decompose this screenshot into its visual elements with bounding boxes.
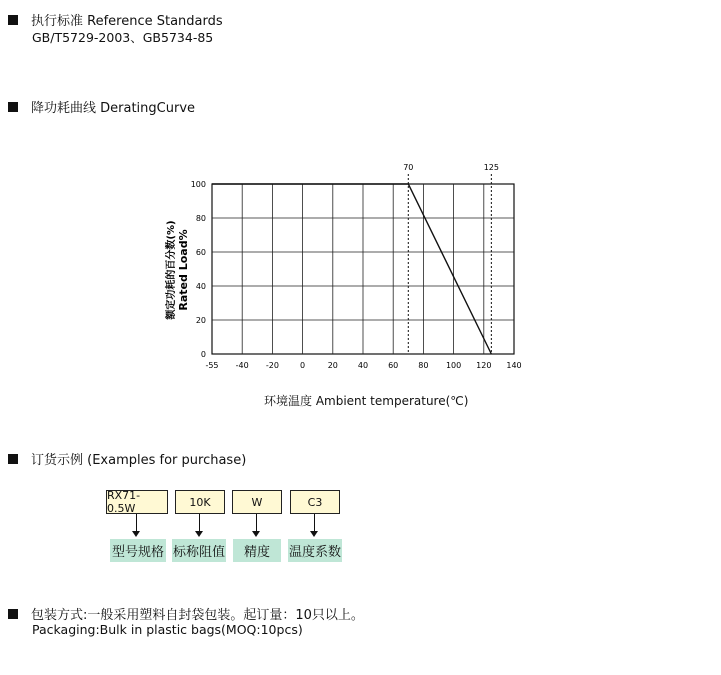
y-tick-label: 60 (195, 248, 206, 257)
standards-heading-text: 执行标准 Reference Standards (31, 14, 223, 29)
x-tick-label: -55 (205, 361, 219, 370)
y-axis-label-en: Rated Load% (177, 229, 190, 311)
x-tick-label: 20 (327, 361, 338, 370)
y-tick-label: 100 (190, 180, 206, 189)
x-tick-label: 120 (476, 361, 492, 370)
field-tag-resistance: 标称阻值 (172, 539, 226, 562)
x-tick-label: 140 (506, 361, 522, 370)
x-tick-label: 100 (445, 361, 462, 370)
field-tag-tolerance: 精度 (233, 539, 281, 562)
ordering-heading (8, 449, 246, 468)
x-tick-label: 60 (388, 361, 399, 370)
chart-ticks (191, 180, 522, 370)
x-tick-label: 0 (300, 361, 306, 370)
arrow-down-icon (252, 531, 260, 537)
y-tick-label: 20 (195, 316, 206, 325)
code-box-model: RX71-0.5W (106, 490, 168, 514)
arrow-down-icon (132, 531, 140, 537)
arrow-down-icon (310, 531, 318, 537)
square-bullet-icon (8, 609, 18, 619)
y-tick-label: 80 (195, 214, 206, 223)
reference-line-label: 125 (483, 163, 499, 172)
arrow-down-icon (195, 531, 203, 537)
derating-heading (8, 97, 195, 116)
packaging-line-cn: 包装方式:一般采用塑料自封袋包装。起订量：10只以上。 (31, 608, 364, 623)
y-tick-label: 40 (195, 282, 206, 291)
y-tick-label: 0 (200, 350, 206, 359)
x-tick-label: 40 (357, 361, 369, 370)
code-box-resistance: 10K (175, 490, 225, 514)
reference-line-label: 70 (403, 163, 414, 172)
x-tick-label: -40 (235, 361, 249, 370)
chart-series (212, 184, 491, 354)
packaging-heading (8, 604, 364, 623)
derating-heading-text: 降功耗曲线 DeratingCurve (31, 101, 196, 116)
standards-detail: GB/T5729-2003、GB5734-85 (32, 30, 214, 45)
x-tick-label: -20 (265, 361, 279, 370)
square-bullet-icon (8, 15, 18, 25)
derating-curve-line (212, 184, 491, 354)
field-tag-model: 型号规格 (110, 539, 166, 562)
code-box-tempco: C3 (290, 490, 340, 514)
chart-grid (212, 184, 514, 354)
ordering-heading-text: 订货示例 (Examples for purchase) (31, 453, 247, 468)
square-bullet-icon (8, 454, 18, 464)
y-axis-label-cn: 额定功耗的百分数(%) (166, 220, 177, 320)
packaging-line-en: Packaging:Bulk in plastic bags(MOQ:10pcs) (32, 622, 303, 637)
x-tick-label: 80 (418, 361, 429, 370)
code-box-tolerance: W (232, 490, 282, 514)
field-tag-tempco: 温度系数 (288, 539, 342, 562)
square-bullet-icon (8, 102, 18, 112)
standards-heading (8, 10, 223, 29)
derating-chart (150, 160, 530, 380)
chart-reference-lines (403, 163, 499, 354)
x-axis-label: 环境温度 Ambient temperature(℃) (264, 394, 469, 408)
